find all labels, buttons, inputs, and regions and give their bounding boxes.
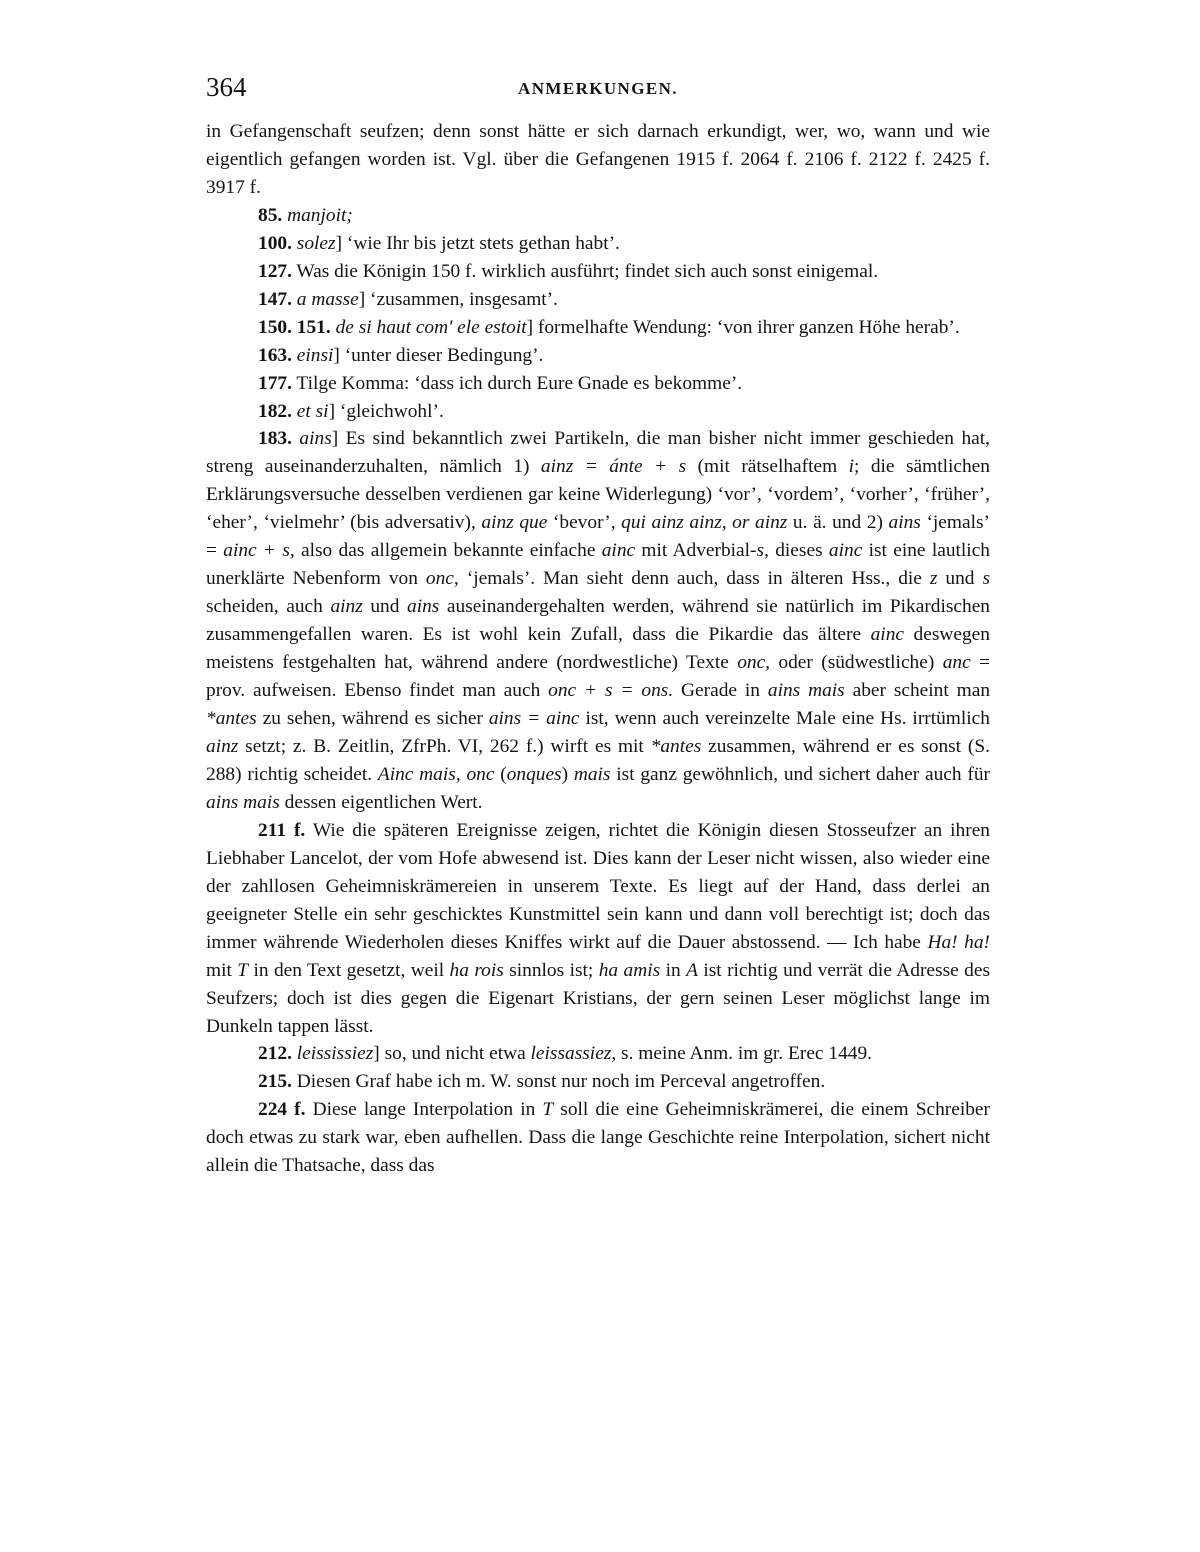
citation-text: ainc + s, (223, 540, 295, 562)
note-text: mit (206, 959, 238, 981)
note-text: ist, wenn auch vereinzelte Male eine Hs. irrtümlich (579, 708, 990, 730)
note-number: 182. (258, 400, 292, 422)
citation-text: onc, (425, 568, 459, 590)
citation-text: ains (407, 596, 440, 618)
note-number: 100. (258, 232, 292, 254)
note-127 (206, 258, 990, 286)
note-text: zu sehen, während es sicher (256, 708, 489, 730)
note-177 (206, 370, 990, 398)
note-number: 163. (258, 344, 292, 366)
note-100 (206, 230, 990, 258)
citation-text: leississiez (296, 1043, 374, 1065)
note-text: Diese lange Interpolation in (305, 1099, 543, 1121)
citation-text: ainz que (481, 512, 548, 534)
note-number: 211 f. (258, 819, 306, 841)
note-text: ] Es sind bekanntlich zwei Partikeln, die man bisher nicht immer geschieden hat, streng auseinanderzuhalten, nämlich 1) (206, 428, 990, 478)
note-text: dessen eigentlichen Wert. (279, 791, 483, 813)
note-text: ‘jemals’. Man sieht denn auch, dass in älteren Hss., die (458, 568, 930, 590)
note-text: ist richtig und verrät die Adresse des Seufzers; doch ist dies gegen die Eigenart Kristians, der gern seinen Leser möglichst lange im Dunkeln tappen lässt. (206, 959, 990, 1037)
page (206, 70, 990, 1180)
citation-text: anc (942, 652, 971, 674)
note-text: also das allgemein bekannte einfache (294, 540, 602, 562)
note-number: 85. (258, 204, 283, 226)
citation-text: leissassiez, (530, 1043, 617, 1065)
note-text: ] so, und nicht etwa (373, 1043, 531, 1065)
note-text: Gerade in (673, 680, 768, 702)
citation-text: qui ainz ainz, or ainz (621, 512, 788, 534)
citation-text: s (982, 568, 991, 590)
note-text: ist eine lautlich unerklärte Nebenform von (206, 540, 990, 590)
note-intro (206, 118, 990, 202)
citation-text: et si (296, 400, 329, 422)
note-text: sinnlos ist; (503, 959, 599, 981)
note-text: u. ä. und 2) (787, 512, 889, 534)
note-text: Wie die späteren Ereignisse zeigen, richtet die Königin diesen Stosseufzer an ihren Liebhaber Lancelot, der vom Hofe abwesend ist. Dies kann der Leser nicht wissen, also wieder eine der zahllosen Geheimniskrämereien in unserem Texte. Es liegt auf der Hand, dass derlei an geeigneter Stelle ein sehr geschicktes Kunstmittel sein kann und dann voll berechtigt ist; doch das immer währende Wiederholen dieses Kniffes wirkt auf die Dauer abstossend. — Ich habe (206, 819, 990, 953)
note-text: ; die sämtlichen Erklärungsversuche desselben verdienen gar keine Widerlegung) ‘vor’, ‘vordem’, ‘vorher’, ‘früher’, ‘eher’, ‘vielmehr’ (bis adversativ), (206, 456, 990, 534)
citation-text: onc, (737, 652, 771, 674)
citation-text: s, (756, 540, 769, 562)
note-text: ( (494, 763, 507, 785)
citation-text: einsi (296, 344, 334, 366)
citation-text: ains mais (206, 791, 280, 813)
note-text: dieses (768, 540, 829, 562)
citation-text: ains (299, 428, 332, 450)
citation-text: a masse (296, 288, 359, 310)
note-text: oder (südwestliche) (770, 652, 943, 674)
note-text: ist ganz gewöhnlich, und sichert daher auch für (610, 763, 990, 785)
note-number: 127. (258, 260, 292, 282)
note-text: ] ‘gleichwohl’. (328, 400, 444, 422)
note-text: ‘jemals’ = (206, 512, 990, 562)
citation-text: manjoit; (287, 204, 353, 226)
note-text: ] ‘wie Ihr bis jetzt stets gethan habt’. (335, 232, 620, 254)
note-text: ) (561, 763, 574, 785)
note-text: = prov. aufweisen. Ebenso findet man auch (206, 652, 990, 702)
note-147 (206, 286, 990, 314)
note-183 (206, 425, 990, 816)
note-text: s. meine Anm. im gr. Erec 1449. (616, 1043, 873, 1065)
note-text: ‘bevor’, (547, 512, 622, 534)
citation-text: ainz = ánte + s (540, 456, 687, 478)
citation-text: ains mais (767, 680, 845, 702)
note-text: deswegen meistens festgehalten hat, während andere (nordwestliche) Texte (206, 624, 990, 674)
citation-text: ha amis (598, 959, 661, 981)
note-182 (206, 398, 990, 426)
note-number: 177. (258, 372, 292, 394)
citation-text: i (848, 456, 855, 478)
citation-text: A (686, 959, 698, 981)
citation-text: *antes (206, 708, 257, 730)
note-text: auseinandergehalten werden, während sie natürlich im Pikardischen zusammengefallen waren. Es ist wohl kein Zufall, dass die Pikardie das ältere (206, 596, 991, 646)
citation-text: mais (573, 763, 611, 785)
citation-text: ainc (870, 624, 904, 646)
citation-text: ainc (601, 540, 636, 562)
citation-text: solez (296, 232, 336, 254)
citation-text: ainz (206, 735, 239, 757)
citation-text: T (542, 1099, 554, 1121)
citation-text: T (237, 959, 249, 981)
note-text: scheiden, auch (206, 596, 331, 618)
note-text: Tilge Komma: ‘dass ich durch Eure Gnade es bekomme’. (291, 372, 743, 394)
note-text: ] formelhafte Wendung: ‘von ihrer ganzen Höhe herab’. (526, 316, 960, 338)
note-150-151 (206, 314, 990, 342)
citation-text: ha rois (449, 959, 504, 981)
note-text: und (937, 568, 983, 590)
note-number: 183. (258, 428, 292, 450)
note-text: (mit rätselhaftem (686, 456, 849, 478)
note-text: ] ‘zusammen, insgesamt’. (358, 288, 558, 310)
annotation-text (206, 118, 990, 1180)
page-number: 364 (206, 72, 247, 102)
note-number: 224 f. (258, 1099, 306, 1121)
citation-text: Ha! ha! (927, 931, 990, 953)
note-text: mit Adverbial- (635, 540, 757, 562)
note-215 (206, 1068, 990, 1096)
citation-text: z (929, 568, 938, 590)
citation-text: *antes (650, 735, 702, 757)
note-163 (206, 342, 990, 370)
note-text: aber scheint man (844, 680, 991, 702)
citation-text: Ainc mais, onc (377, 763, 495, 785)
page-header (206, 70, 990, 110)
note-text: Was die Königin 150 f. wirklich ausführt; findet sich auch sonst einigemal. (291, 260, 879, 282)
note-text: in den Text gesetzt, weil (248, 959, 450, 981)
citation-text: de si haut com' ele estoit (335, 316, 527, 338)
note-212 (206, 1040, 990, 1068)
citation-text: ainc (828, 540, 863, 562)
note-number: 147. (258, 288, 292, 310)
citation-text: ains (888, 512, 921, 534)
running-title: ANMERKUNGEN. (518, 79, 678, 98)
note-224 (206, 1096, 990, 1180)
note-number: 150. 151. (258, 316, 331, 338)
citation-text: onc + s = ons. (548, 680, 674, 702)
note-text: Diesen Graf habe ich m. W. sonst nur noch im Perceval angetroffen. (291, 1071, 826, 1093)
note-number: 212. (258, 1043, 292, 1065)
note-211 (206, 817, 990, 1041)
note-text: und (362, 596, 407, 618)
note-text: soll die eine Geheimniskrämerei, die einem Schreiber doch etwas zu stark war, eben aufhellen. Dass die lange Geschichte reine Interpolation, sichert nicht allein die Thatsache, dass das (206, 1099, 990, 1177)
citation-text: ains = ainc (488, 708, 580, 730)
note-text: in (660, 959, 687, 981)
note-text: zusammen, während er es sonst (S. 288) richtig scheidet. (206, 735, 990, 785)
citation-text: onques (506, 763, 562, 785)
note-text: setzt; z. B. Zeitlin, ZfrPh. VI, 262 f.) wirft es mit (238, 735, 651, 757)
note-text: in Gefangenschaft seufzen; denn sonst hätte er sich darnach erkundigt, wer, wo, wann und wie eigentlich gefangen worden ist. Vgl. über die Gefangenen 1915 f. 2064 f. 2106 f. 2122 f. 2425 f. 3917 f. (206, 121, 990, 198)
note-number: 215. (258, 1071, 292, 1093)
citation-text: ainz (330, 596, 363, 618)
note-85 (206, 202, 990, 230)
note-text: ] ‘unter dieser Bedingung’. (333, 344, 544, 366)
